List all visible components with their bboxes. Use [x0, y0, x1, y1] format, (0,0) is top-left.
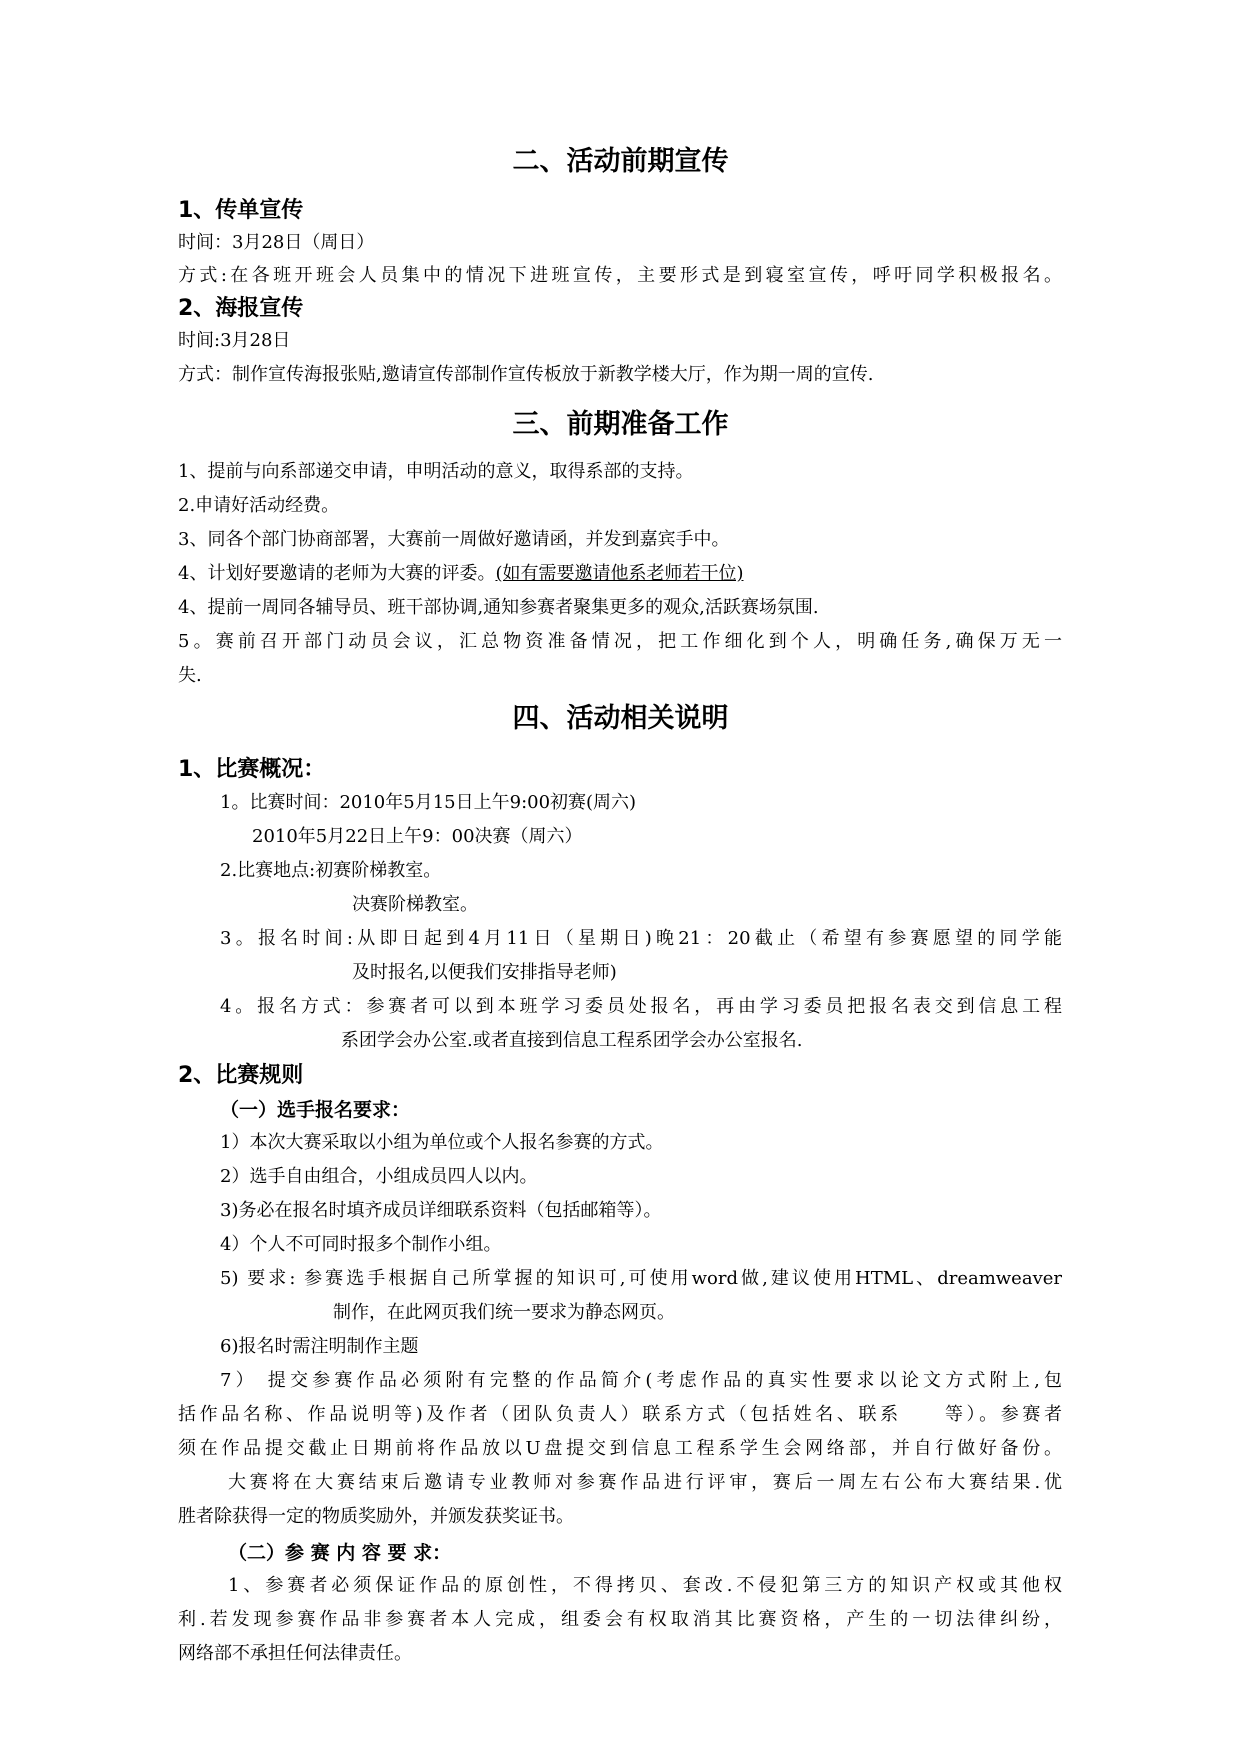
match-place-line-1: 2.比赛地点:初赛阶梯教室。	[220, 860, 442, 881]
flyer-method: 方式:在各班开班会人员集中的情况下进班宣传，主要形式是到寝室宣传，呼吁同学积极报名。	[178, 265, 1062, 286]
rule-3: 3)务必在报名时填齐成员详细联系资料（包括邮箱等）。	[220, 1200, 662, 1221]
subheading-overview: 1、比赛概况：	[178, 757, 326, 782]
review-line-1: 大赛将在大赛结束后邀请专业教师对参赛作品进行评审，赛后一周左右公布大赛结果.优	[228, 1472, 1062, 1493]
poster-method: 方式：制作宣传海报张贴,邀请宣传部制作宣传板放于新教学楼大厅，作为期一周的宣传.	[178, 364, 874, 385]
prep-item-4	[178, 561, 744, 587]
rule-2: 2）选手自由组合，小组成员四人以内。	[220, 1166, 538, 1187]
rule-7-line-2: 括作品名称、作品说明等)及作者（团队负责人）联系方式（包括姓名、联系 等）。参赛者	[178, 1404, 1062, 1425]
rule-5-line-2: 制作，在此网页我们统一要求为静态网页。	[333, 1302, 675, 1323]
prep-item-6-line-2: 失.	[178, 665, 202, 686]
rule-4: 4）个人不可同时报多个制作小组。	[220, 1234, 502, 1255]
prep-item-5: 4、提前一周同各辅导员、班干部协调,通知参赛者聚集更多的观众,活跃赛场氛围.	[178, 597, 819, 618]
rule-1: 1）本次大赛采取以小组为单位或个人报名参赛的方式。	[220, 1132, 664, 1153]
match-time-line-2: 2010年5月22日上午9：00决赛（周六）	[252, 826, 583, 847]
review-line-2: 胜者除获得一定的物质奖励外，并颁发获奖证书。	[178, 1506, 574, 1527]
flyer-time: 时间：3月28日（周日）	[178, 232, 375, 253]
signup-time-line-1: 3。报名时间:从即日起到4月11日（星期日)晚21：20截止（希望有参赛愿望的同学能	[220, 928, 1062, 949]
prep-item-2: 2.申请好活动经费。	[178, 495, 340, 516]
section-title-preparation: 三、前期准备工作	[512, 409, 729, 440]
poster-time: 时间:3月28日	[178, 330, 291, 351]
signup-time-line-2: 及时报名,以便我们安排指导老师)	[352, 962, 617, 983]
rule-7-line-1: 7） 提交参赛作品必须附有完整的作品简介(考虑作品的真实性要求以论文方式附上,包	[220, 1370, 1062, 1391]
content-req-1-line-1: 1、参赛者必须保证作品的原创性，不得拷贝、套改.不侵犯第三方的知识产权或其他权	[228, 1575, 1062, 1596]
section-title-publicity: 二、活动前期宣传	[512, 146, 729, 177]
prep-item-6-line-1: 5。赛前召开部门动员会议，汇总物资准备情况，把工作细化到个人，明确任务,确保万无一	[178, 631, 1062, 652]
subheading-flyer: 1、传单宣传	[178, 198, 304, 223]
rule-7-line-3: 须在作品提交截止日期前将作品放以U盘提交到信息工程系学生会网络部，并自行做好备份。	[178, 1438, 1062, 1459]
match-time-line-1: 1。比赛时间：2010年5月15日上午9:00初赛(周六)	[220, 792, 637, 813]
signup-method-line-1: 4。报名方式：参赛者可以到本班学习委员处报名，再由学习委员把报名表交到信息工程	[220, 996, 1062, 1017]
prep-item-4-main: 4、计划好要邀请的老师为大赛的评委。	[178, 563, 496, 584]
rule-6: 6)报名时需注明制作主题	[220, 1336, 419, 1357]
content-req-1-line-3: 网络部不承担任何法律责任。	[178, 1643, 412, 1664]
prep-item-1: 1、提前与向系部递交申请，申明活动的意义，取得系部的支持。	[178, 461, 694, 482]
rule-5-line-1: 5) 要求: 参赛选手根据自己所掌握的知识可,可使用word做,建议使用HTML、dreamweaver	[220, 1268, 1062, 1289]
content-req-1-line-2: 利.若发现参赛作品非参赛者本人完成，组委会有权取消其比赛资格，产生的一切法律纠纷，	[178, 1609, 1062, 1630]
prep-item-3: 3、同各个部门协商部署，大赛前一周做好邀请函，并发到嘉宾手中。	[178, 529, 730, 550]
subheading-rules: 2、比赛规则	[178, 1063, 304, 1088]
match-place-line-2: 决赛阶梯教室。	[352, 894, 478, 915]
subheading-poster: 2、海报宣传	[178, 296, 304, 321]
prep-item-4-note: (如有需要邀请他系老师若干位)	[495, 563, 744, 584]
subheading-content-requirements: （二）参 赛 内 容 要 求：	[228, 1542, 452, 1564]
subheading-signup-requirements: （一）选手报名要求：	[220, 1099, 411, 1121]
section-title-details: 四、活动相关说明	[512, 703, 729, 734]
signup-method-line-2: 系团学会办公室.或者直接到信息工程系团学会办公室报名.	[341, 1030, 803, 1051]
